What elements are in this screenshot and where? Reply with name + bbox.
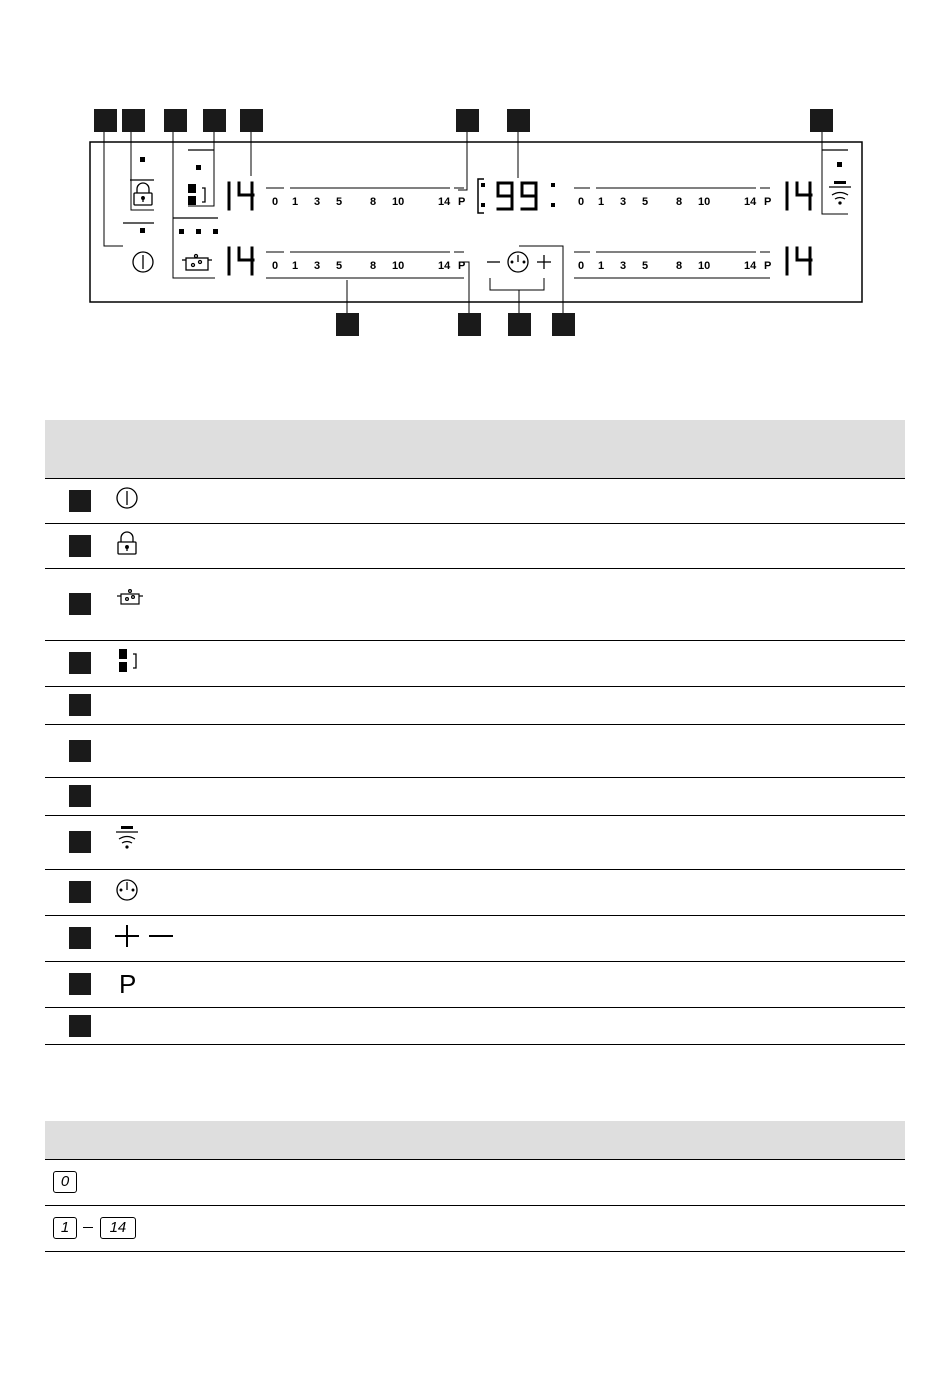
row-description	[185, 478, 905, 523]
leader-lines	[104, 132, 848, 313]
callout-square	[458, 313, 481, 336]
header-number	[45, 420, 105, 478]
table-row	[45, 640, 905, 686]
scale-mark: P	[764, 260, 772, 272]
scale-mark: 3	[620, 196, 627, 208]
row-description	[185, 724, 905, 777]
header-display	[45, 1121, 165, 1159]
plus-icon	[537, 255, 551, 269]
table-row	[45, 815, 905, 869]
indicator-dot	[196, 229, 201, 234]
plus-minus-icon	[105, 921, 185, 951]
display-table	[45, 1121, 905, 1252]
scale-mark: 10	[698, 196, 711, 208]
scale-mark: 8	[676, 260, 683, 272]
row-description	[185, 686, 905, 724]
indicator-dot	[140, 228, 145, 233]
callout-square	[456, 109, 479, 132]
table-row	[45, 1159, 905, 1205]
scale-mark: 3	[314, 260, 321, 272]
display-symbol-1	[53, 1217, 77, 1239]
item-number-square	[69, 1015, 91, 1037]
bridge-icon	[188, 184, 205, 205]
callouts-bottom	[336, 313, 575, 336]
scale-mark: 10	[392, 196, 405, 208]
digit-display-14	[229, 183, 253, 209]
header-symbol	[105, 420, 185, 478]
callout-square	[507, 109, 530, 132]
power-icon	[105, 483, 175, 513]
timer-controls	[487, 252, 551, 272]
item-number-square	[69, 881, 91, 903]
scale-mark: 14	[438, 260, 451, 272]
scale-mark: 0	[578, 196, 585, 208]
table-row	[45, 915, 905, 961]
scale-mark: 1	[598, 260, 605, 272]
row-description	[165, 1205, 905, 1251]
lock-icon	[134, 183, 152, 205]
scale-mark: 1	[292, 196, 299, 208]
scale-mark: 3	[314, 196, 321, 208]
display-value: 0	[60, 1173, 70, 1190]
callout-square	[122, 109, 145, 132]
row-description	[185, 777, 905, 815]
scale-mark: 0	[578, 260, 585, 272]
indicator-dot	[213, 229, 218, 234]
scale-mark: 5	[642, 260, 649, 272]
hood-wifi-icon	[829, 181, 851, 204]
controls-table	[45, 420, 905, 1045]
callout-square	[164, 109, 187, 132]
table-row	[45, 568, 905, 640]
indicator-dot	[140, 157, 145, 162]
scale-mark: 3	[620, 260, 627, 272]
pot-boil-icon	[182, 255, 212, 271]
table-row	[45, 1007, 905, 1044]
range-dash	[83, 1227, 93, 1228]
table-row	[45, 523, 905, 568]
scale-mark: 5	[336, 260, 343, 272]
digit-display-14	[229, 248, 253, 274]
row-description	[185, 1007, 905, 1044]
left-controls	[123, 150, 218, 272]
power-boost-symbol: P	[119, 968, 137, 999]
scale-mark: P	[458, 260, 466, 272]
scale-mark: 14	[744, 260, 757, 272]
item-number-square	[69, 927, 91, 949]
digit-display-14	[787, 183, 811, 209]
display-symbol-0	[53, 1171, 77, 1193]
digit-display-14	[787, 248, 811, 274]
table-header-row	[45, 420, 905, 478]
callout-square	[508, 313, 531, 336]
timer-display-99	[481, 183, 555, 209]
hood-wifi-icon	[105, 824, 175, 854]
indicator-dot	[196, 165, 201, 170]
scale-mark: 8	[370, 196, 377, 208]
row-description	[185, 523, 905, 568]
row-description	[185, 815, 905, 869]
table-row	[45, 961, 905, 1007]
bridge-icon	[105, 646, 175, 676]
table-row	[45, 478, 905, 523]
item-number-square	[69, 535, 91, 557]
scale-mark: 10	[698, 260, 711, 272]
scale-mark: 8	[370, 260, 377, 272]
table-row	[45, 777, 905, 815]
scale-mark: 0	[272, 196, 279, 208]
table-row	[45, 1205, 905, 1251]
item-number-square	[69, 694, 91, 716]
display-value: 1	[60, 1219, 70, 1236]
callout-square	[203, 109, 226, 132]
header-description	[185, 420, 905, 478]
scale-mark: 10	[392, 260, 405, 272]
indicator-dot	[837, 162, 842, 167]
scale-mark: 5	[336, 196, 343, 208]
row-description	[185, 869, 905, 915]
item-number-square	[69, 490, 91, 512]
slider-scales	[272, 196, 771, 272]
table-row	[45, 869, 905, 915]
timer-icon	[508, 252, 528, 272]
scale-mark: 14	[438, 196, 451, 208]
row-description	[165, 1159, 905, 1205]
scale-mark: 5	[642, 196, 649, 208]
item-number-square	[69, 740, 91, 762]
scale-mark: 0	[272, 260, 279, 272]
control-panel-diagram	[0, 0, 950, 400]
callouts-top	[94, 109, 833, 132]
table-row	[45, 724, 905, 777]
item-number-square	[69, 973, 91, 995]
header-description	[165, 1121, 905, 1159]
callout-square	[240, 109, 263, 132]
pot-boil-icon	[105, 583, 175, 607]
scale-mark: P	[764, 196, 772, 208]
scale-mark: 8	[676, 196, 683, 208]
display-value: 14	[109, 1219, 127, 1236]
row-description	[185, 961, 905, 1007]
callout-square	[810, 109, 833, 132]
power-icon	[133, 252, 153, 272]
row-description	[185, 915, 905, 961]
scale-mark: 1	[598, 196, 605, 208]
row-description	[185, 568, 905, 640]
display-symbol-14	[100, 1217, 136, 1239]
scale-mark: P	[458, 196, 466, 208]
item-number-square	[69, 831, 91, 853]
table-header-row	[45, 1121, 905, 1159]
table-row	[45, 686, 905, 724]
hood-controls	[822, 150, 851, 204]
callout-square	[552, 313, 575, 336]
item-number-square	[69, 593, 91, 615]
lock-icon	[105, 528, 175, 558]
scale-mark: 1	[292, 260, 299, 272]
timer-icon	[105, 875, 175, 905]
callout-square	[94, 109, 117, 132]
scale-mark: 14	[744, 196, 757, 208]
item-number-square	[69, 785, 91, 807]
callout-square	[336, 313, 359, 336]
indicator-dot	[179, 229, 184, 234]
item-number-square	[69, 652, 91, 674]
row-description	[185, 640, 905, 686]
